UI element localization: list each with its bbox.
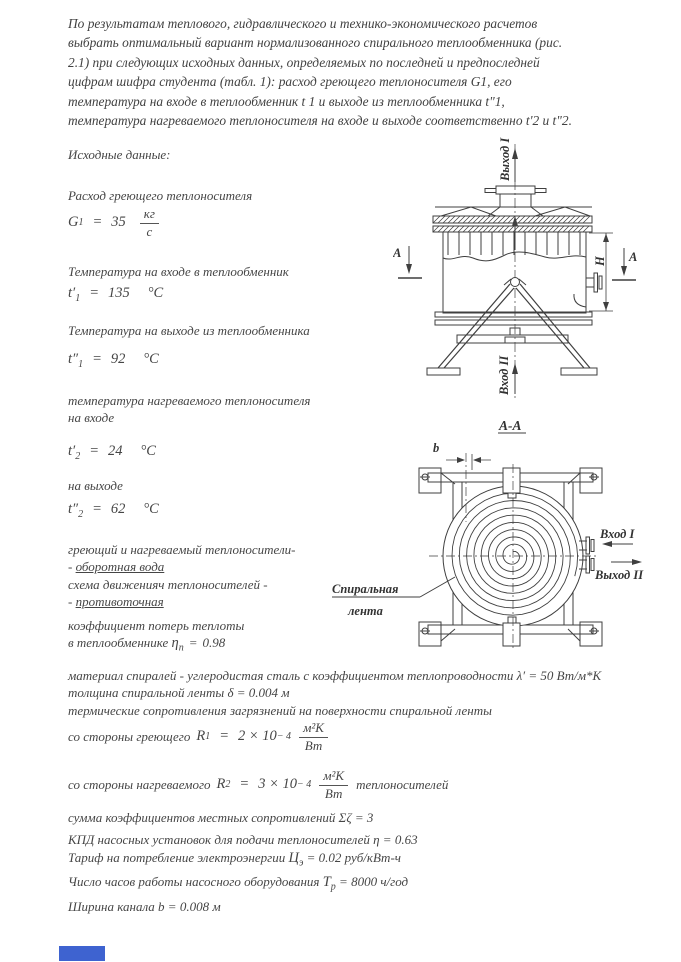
height-label: Н	[593, 256, 607, 266]
spiral-band-label-line2: лента	[348, 604, 383, 618]
intro-line: 2.1) при следующих исходных данных, определяемых по последней и предпоследней	[68, 54, 540, 70]
tariff-line: Тариф на потребление электроэнергии $Ц_э = 0.02$ руб/кВт-ч	[68, 850, 401, 869]
efficiency-note: коэффициент потерь теплоты в теплообменнике $\eta_п = 0.98$	[68, 618, 245, 654]
region-marker[interactable]	[59, 946, 105, 961]
side-nozzle	[599, 276, 602, 289]
r1-formula	[68, 720, 328, 754]
r1-mantissa: 2 × 10	[238, 728, 277, 745]
unit-denominator: Вт	[304, 737, 323, 753]
t2-out-label: на выходе	[68, 478, 123, 493]
subscript: п	[178, 643, 184, 654]
subscript: 1	[78, 358, 84, 370]
inlet-flow-arrow	[602, 541, 612, 547]
subscript: р	[330, 881, 336, 893]
t2-label: температура нагреваемого теплоносителя на входе	[68, 393, 311, 426]
hatch-plate-1	[433, 216, 590, 223]
foot-left	[427, 368, 460, 375]
equals-sign: =	[188, 635, 198, 651]
variable-eta: η	[171, 635, 179, 652]
pivot	[511, 278, 520, 287]
variable-tp: T	[322, 874, 331, 890]
equals-sign: =	[219, 728, 230, 745]
unit-fraction	[299, 721, 328, 752]
bottom-ring	[457, 335, 568, 343]
material-line: материал спиралей - углеродистая сталь с коэффициентом теплопроводности λ′ = 50 Вт/м*К	[68, 668, 602, 683]
variable-t1-out: t″	[68, 351, 79, 367]
r2-label: со стороны нагреваемого	[68, 777, 211, 793]
corner-pad	[419, 468, 441, 493]
unit-celsius: °С	[143, 501, 159, 517]
variable-t2-out: t″	[68, 501, 79, 517]
section-letter-left: А	[393, 246, 402, 260]
foot-right	[561, 368, 597, 375]
section-aa-drawing	[328, 410, 681, 672]
t2-out-value: 62	[110, 501, 126, 517]
hatch-plate-2	[433, 226, 589, 232]
r1-label: со стороны греющего	[68, 729, 191, 745]
top-nozzle	[500, 194, 531, 207]
flow-rate-value: 35	[111, 214, 126, 231]
intro-line: цифрам шифра студента (табл. 1): расход греющего теплоносителя G1, его	[68, 74, 512, 90]
outlet-flow-arrow	[632, 559, 642, 565]
inlet-arrow	[512, 363, 518, 374]
subscript: 1	[205, 731, 211, 743]
operating-hours-line: Число часов работы насосного оборудования $T_р = 8000$ ч/год	[68, 874, 409, 893]
unit-fraction	[140, 207, 159, 238]
subscript: 2	[75, 450, 81, 462]
t1-in-value: 135	[108, 285, 130, 301]
sum-coefficients-line: сумма коэффициентов местных сопротивлений Σζ = 3	[68, 810, 374, 825]
cone-right	[535, 207, 590, 216]
section-letter-right: А	[629, 250, 638, 264]
r2-formula	[68, 768, 448, 802]
variable-t1-in: t′	[68, 285, 76, 301]
efficiency-value: 0.98	[202, 635, 226, 651]
underlined-term: оборотная вода	[75, 559, 165, 575]
top-clamp	[503, 468, 520, 493]
cone-left	[441, 207, 496, 216]
variable-r2: R	[216, 776, 226, 793]
intro-line: температура на входе в теплообменник t 1 и выходе из теплообменника t"1,	[68, 93, 505, 109]
inlet-label: Вход I	[600, 527, 635, 541]
variable-r1: R	[196, 728, 206, 745]
equals-sign: =	[92, 351, 102, 367]
unit-fraction	[319, 769, 348, 800]
vessel-elevation	[398, 144, 636, 398]
channel-width-line: Ширина канала b = 0.008 м	[68, 899, 221, 914]
equals-sign: =	[89, 443, 99, 459]
flow-rate-formula	[68, 206, 159, 240]
flow-rate-label: Расход греющего теплоносителя	[68, 188, 253, 203]
t1-in-formula	[68, 285, 163, 307]
equals-sign: =	[239, 776, 250, 793]
intro-line: По результатам теплового, гидравлического и технико-экономического расчетов	[68, 16, 538, 31]
elevation-drawing	[393, 132, 681, 404]
unit-numerator: м²К	[299, 721, 328, 737]
unit-celsius: °С	[143, 351, 159, 367]
spiral-assembly	[332, 433, 642, 651]
t2-in-value: 24	[108, 443, 123, 459]
t2-in-formula	[68, 443, 156, 465]
equals-sign: =	[92, 501, 102, 517]
input-data-heading: Исходные данные:	[68, 147, 171, 162]
unit-denominator: с	[146, 223, 153, 239]
outlet-label: Выход II	[595, 568, 644, 582]
unit-numerator: м²К	[319, 769, 348, 785]
equals-sign: =	[92, 214, 103, 231]
t1-out-formula	[68, 351, 159, 373]
variable-g1: G	[68, 214, 79, 231]
section-title: А-А	[499, 418, 522, 433]
corner-pad	[580, 468, 602, 493]
section-arrow-right	[621, 266, 627, 276]
r1-exponent: − 4	[276, 731, 292, 743]
t1-in-label: Температура на входе в теплообменник	[68, 264, 289, 279]
r2-suffix: теплоносителей	[356, 777, 449, 793]
bottom-clamp	[503, 623, 520, 646]
subscript: 2	[78, 508, 84, 520]
heat-carriers-note: греющий и нагреваемый теплоносители- - оборотная вода схема движенияч теплоносителей - - противоточная	[68, 542, 296, 610]
r2-exponent: − 4	[296, 779, 312, 791]
unit-numerator: кг	[140, 207, 159, 223]
thickness-line: толщина спиральной ленты δ = 0.004 м	[68, 685, 290, 700]
section-arrow-left	[406, 264, 412, 274]
variable-t2-in: t′	[68, 443, 76, 459]
equals-sign: =	[89, 285, 99, 301]
t1-out-value: 92	[110, 351, 126, 367]
unit-celsius: °С	[140, 443, 156, 459]
t2-out-formula	[68, 501, 159, 523]
unit-denominator: Вт	[324, 785, 343, 801]
spiral-band-label-line1: Спиральная	[332, 582, 399, 596]
intro-line: выбрать оптимальный вариант нормализованного спирального теплообменника (рис.	[68, 35, 563, 51]
outlet-label: Выход I	[498, 137, 512, 181]
intro-paragraph	[68, 14, 572, 130]
subscript: э	[298, 857, 304, 869]
b-dimension-arrow	[457, 457, 465, 463]
outlet-arrow	[512, 148, 518, 159]
channel-width-label: b	[433, 441, 440, 455]
underlined-term: противоточная	[75, 594, 164, 610]
subscript: 2	[225, 779, 231, 791]
subscript: 1	[78, 217, 84, 229]
subscript: 1	[75, 292, 81, 304]
t1-out-label: Температура на выходе из теплообменника	[68, 323, 310, 338]
inlet-label: Вход II	[497, 355, 511, 395]
intro-line: температура нагреваемого теплоносителя на входе и выходе соответственно t'2 и t"2.	[68, 113, 572, 129]
r2-mantissa: 3 × 10	[258, 776, 297, 793]
fouling-line: термические сопротивления загрязнений на поверхности спиральной ленты	[68, 703, 492, 718]
pump-efficiency-line: КПД насосных установок для подачи теплоносителей η = 0.63	[68, 832, 418, 847]
variable-tariff: Ц	[288, 850, 299, 866]
rib-row	[448, 232, 580, 255]
unit-celsius: °С	[147, 285, 164, 301]
